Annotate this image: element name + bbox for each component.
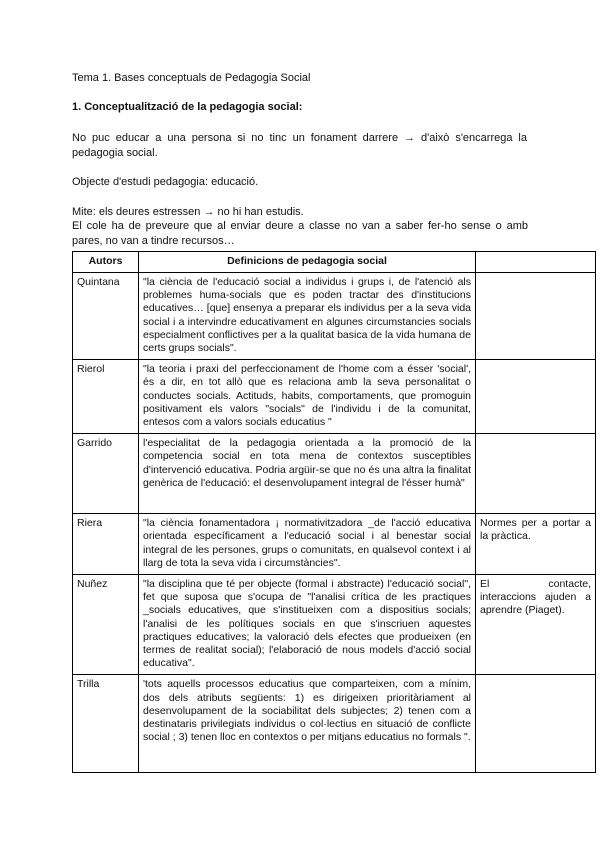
definition-cell: "la disciplina que té per objecte (formal i abstracte) l'educació social", fet que suposa que s'ocupa de "l'analisi crítica de les practiques _socials educatives, que s'institueixen com a dispositius socials; l'analisi de les polítiques socials en que s'inscriuen aquestes practiques educatives; la valoració dels efectes que produeixen (en termes de realitat social); l'elaboració de nous models d'acció social educativa".	[139, 575, 476, 675]
header-autors: Autors	[73, 252, 139, 273]
definitions-table	[72, 251, 596, 773]
author-cell: Nuñez	[73, 575, 139, 675]
paragraph-mite: Mite: els deures estressen → no hi han estudis.	[72, 206, 304, 218]
table-row	[73, 675, 596, 773]
note-cell	[476, 434, 596, 514]
note-cell: El contacte, interaccions ajuden a aprendre (Piaget).	[476, 575, 596, 675]
definition-cell: l'especialitat de la pedagogia orientada a la promoció de la competencia social en tota mena de contextos susceptibles d'intervenció educativa. Podria argüir-se que no és una altra la finalitat genèrica de l'educació: el desenvolupament integral de l'ésser humà"	[139, 434, 476, 514]
author-cell: Garrido	[73, 434, 139, 514]
note-cell: Normes per a portar a la pràctica.	[476, 514, 596, 575]
table-row	[73, 273, 596, 360]
table-row	[73, 360, 596, 434]
table-row	[73, 514, 596, 575]
section-heading: 1. Conceptualització de la pedagogia social:	[72, 101, 303, 113]
table-header-row	[73, 252, 596, 273]
note-cell	[476, 675, 596, 773]
author-cell: Riera	[73, 514, 139, 575]
definition-cell: "la ciència de l'educació social a individus i grups i, de l'atenció als problemes huma-socials que es poden tractar des d'institucions educatives… [que] ensenya a preparar els individus per a la seva vida social i a intervindre educativament en algunes circumstancies socials especialment conflictives per a la qualitat basica de la vida humana de certs grups socials".	[139, 273, 476, 360]
paragraph-objecte: Objecte d'estudi pedagogia: educació.	[72, 176, 259, 188]
header-definicions: Definicions de pedagogia social	[139, 252, 476, 273]
definition-cell: 'tots aquells processos educatius que comparteixen, com a mínim, dos dels atributs següents: 1) es dirigeixen prioritàriament al desenvolupament de la sociabilitat dels subjectes; 2) tenen com a destinataris privilegiats individus o col·lectius en situació de conflicte social ; 3) tenen lloc en contextos o per mitjans educatius no formals ".	[139, 675, 476, 773]
author-cell: Quintana	[73, 273, 139, 360]
topic-title: Tema 1. Bases conceptuals de Pedagogia Social	[72, 72, 311, 84]
author-cell: Trilla	[73, 675, 139, 773]
author-cell: Rierol	[73, 360, 139, 434]
table-row	[73, 434, 596, 514]
definition-cell: "la ciència fonamentadora ¡ normativitzadora _de l'acció educativa orientada específicament a l'educació social i al benestar social integral de les persones, grups o comunitats, en qualsevol context i al llarg de tota la seva vida i circumstàncies".	[139, 514, 476, 575]
note-cell	[476, 273, 596, 360]
header-notes	[476, 252, 596, 273]
definition-cell: "la teoria i praxi del perfeccionament de l'home com a ésser 'social', és a dir, en tot allò que es relaciona amb la seva personalitat o conductes socials. Actituds, habits, comportaments, que promoguin positivament els valors "socials" de l'individu i de la comunitat, entesos com a valors socials educatius "	[139, 360, 476, 434]
paragraph-fonament: No puc educar a una persona si no tinc un fonament darrere → d'això s'encarrega la pedagogia social.	[72, 132, 527, 159]
note-cell	[476, 360, 596, 434]
paragraph-cole: El cole ha de preveure que al enviar deure a classe no van a saber fer-ho sense o amb pares, no van a tindre recursos…	[72, 220, 528, 247]
table-row	[73, 575, 596, 675]
